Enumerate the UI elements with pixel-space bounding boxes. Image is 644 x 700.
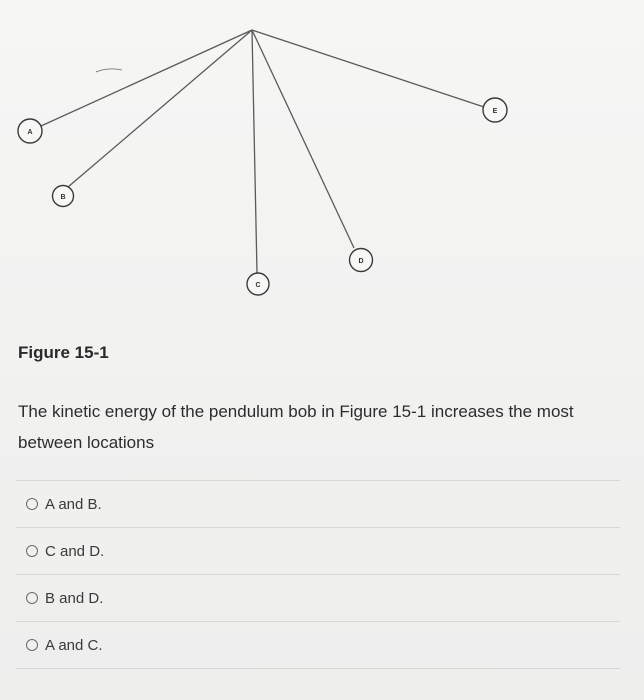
- string-e: [252, 30, 484, 107]
- string-a: [41, 30, 252, 126]
- answer-options: [16, 480, 620, 669]
- string-c: [252, 30, 257, 273]
- radio-button[interactable]: [26, 639, 38, 651]
- answer-label: C and D.: [45, 542, 105, 560]
- answer-label: B and D.: [45, 589, 104, 607]
- string-b: [68, 30, 252, 187]
- radio-button[interactable]: [26, 498, 38, 510]
- answer-option-a-and-c[interactable]: [16, 621, 620, 669]
- bob-b: [53, 186, 74, 207]
- answer-option-c-and-d[interactable]: [16, 527, 620, 574]
- bob-e: [483, 98, 507, 122]
- svg-text:A: A: [27, 129, 33, 136]
- svg-text:D: D: [358, 258, 364, 265]
- answer-option-a-and-b[interactable]: [16, 480, 620, 527]
- answer-label: A and B.: [45, 495, 102, 513]
- answer-label: A and C.: [45, 636, 103, 654]
- figure-caption: Figure 15-1: [18, 343, 109, 362]
- answer-option-b-and-d[interactable]: [16, 574, 620, 621]
- pendulum-diagram: [0, 0, 644, 310]
- radio-button[interactable]: [26, 545, 38, 557]
- string-d: [252, 30, 354, 248]
- svg-text:C: C: [255, 282, 261, 289]
- pendulum-figure: [0, 0, 644, 310]
- svg-text:B: B: [60, 194, 66, 201]
- bob-a: [18, 119, 42, 143]
- stray-mark: [96, 69, 122, 72]
- svg-text:E: E: [492, 108, 498, 115]
- bob-d: [350, 249, 373, 272]
- question-text: The kinetic energy of the pendulum bob in Figure 15-1 increases the most between locations: [18, 402, 574, 452]
- bob-c: [247, 273, 269, 295]
- radio-button[interactable]: [26, 592, 38, 604]
